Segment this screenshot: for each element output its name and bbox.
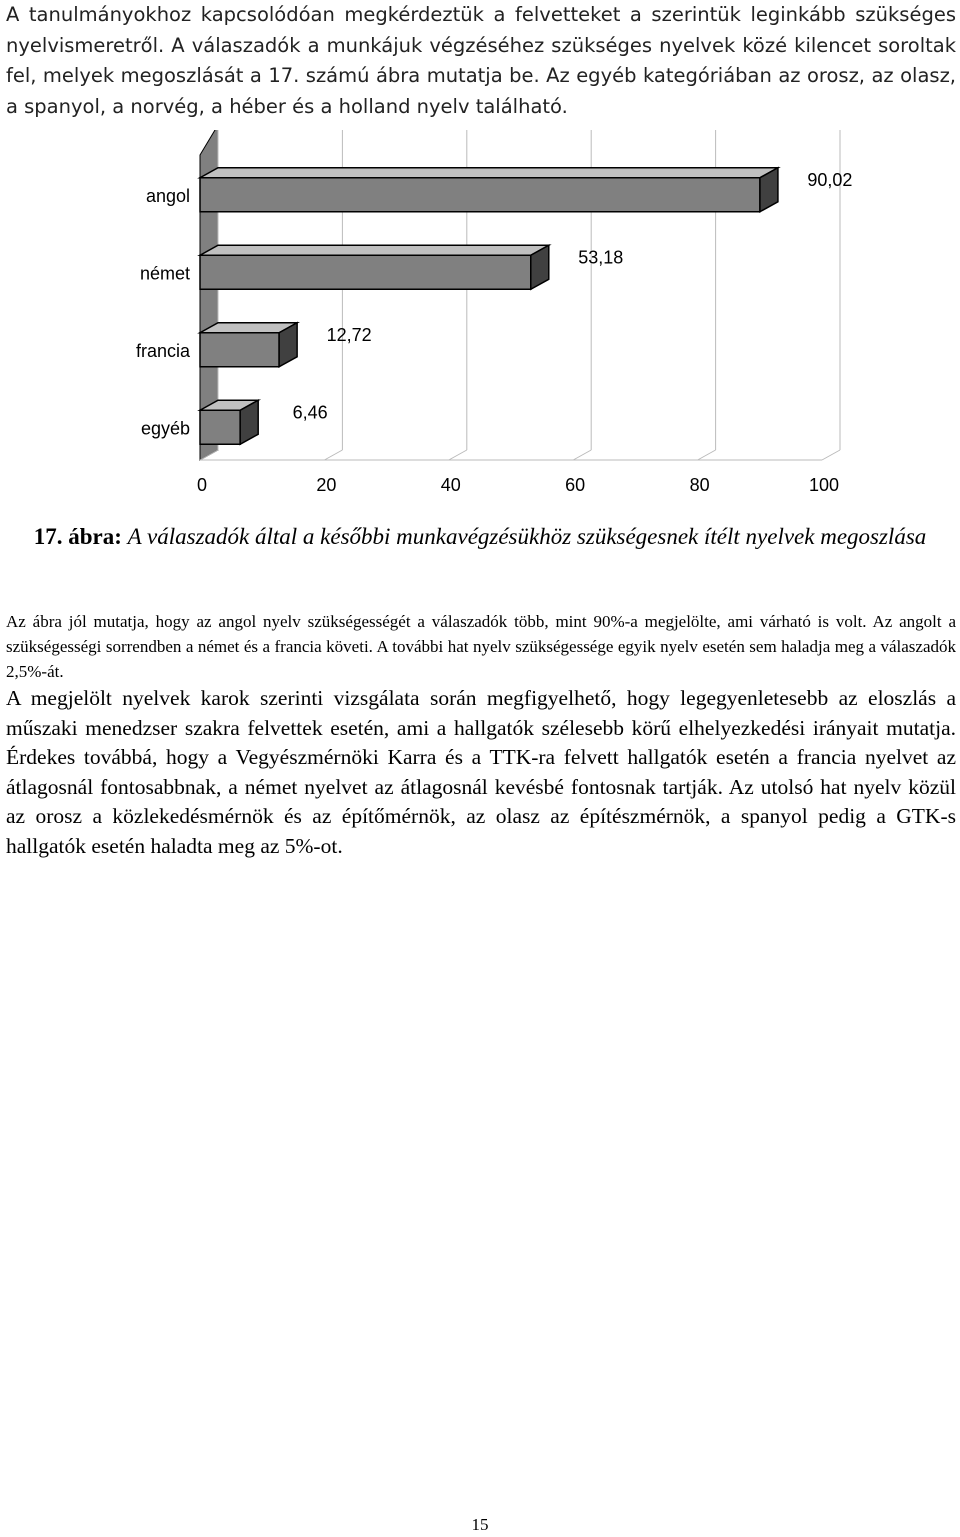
x-tick-label: 40 (440, 475, 461, 495)
bar (200, 255, 531, 289)
category-label: egyéb (140, 418, 190, 439)
category-label: francia (135, 340, 190, 361)
data-label: 6,46 (292, 402, 328, 423)
page-number: 15 (471, 1515, 489, 1534)
x-tick-label: 20 (316, 475, 337, 495)
category-label: német (139, 263, 190, 284)
bar (200, 333, 279, 367)
bar-top (200, 245, 549, 255)
bar (200, 410, 240, 444)
x-tick-label: 80 (689, 475, 710, 495)
floor-grid-line (573, 450, 591, 460)
body-paragraph: A megjelölt nyelvek karok szerinti vizsgálata során megfigyelhető, hogy legegyenletesebb az eloszlás a műszaki menedzser szakra felvettek esetén, ami a hallgatók szélesebb körű elhelyezkedési irányait mutatja. Érdekes továbbá, hogy a Vegyészmérnöki Karra és a TTK-ra felvett hallgatók esetén a francia nyelvet az átlagosnál fontosabbnak, a német nyelvet az átlagosnál kevésbé fontosnak tartják. Az utolsó hat nyelv közül az orosz a közlekedésmérnök és az építőmérnök, az olasz az építészmérnök, a spanyol pedig a GTK-s hallgatók esetén haladta meg az 5%-ot. (6, 686, 956, 858)
x-tick-label: 60 (565, 475, 586, 495)
data-label: 90,02 (807, 169, 853, 190)
floor-grid-line (698, 450, 716, 460)
language-bar-chart (0, 130, 960, 510)
figure-title: A válaszadók által a későbbi munkavégzésükhöz szükségesnek ítélt nyelvek megoszlása (127, 524, 927, 549)
floor-grid-line (449, 450, 467, 460)
intro-paragraph: A tanulmányokhoz kapcsolódóan megkérdeztük a felvetteket a szerintük leginkább szükséges nyelvismeretről. A válaszadók a munkájuk végzéséhez szükséges nyelvek közé kilencet soroltak fel, melyek megoszlását a 17. számú ábra mutatja be. Az egyéb kategóriában az orosz, az olasz, a spanyol, a norvég, a héber és a holland nyelv található. (6, 3, 956, 118)
x-tick-label: 0 (196, 475, 208, 495)
figure-number: 17. ábra: (33, 524, 122, 549)
bar (200, 178, 760, 212)
x-tick-label: 100 (808, 475, 840, 495)
data-label: 12,72 (326, 324, 372, 345)
category-label: angol (145, 185, 190, 206)
data-label: 53,18 (578, 247, 624, 268)
bar-top (200, 168, 778, 178)
floor-grid-line (822, 450, 840, 460)
figure-caption (0, 522, 960, 551)
floor-grid-line (324, 450, 342, 460)
figure-note: Az ábra jól mutatja, hogy az angol nyelv szükségességét a válaszadók több, mint 90%-a megjelölte, ami várható is volt. Az angolt a szükségességi sorrendben a német és a francia követi. A további hat nyelv szükségessége egyik nyelv esetén sem haladja meg a válaszadók 2,5%-át. (6, 612, 956, 681)
